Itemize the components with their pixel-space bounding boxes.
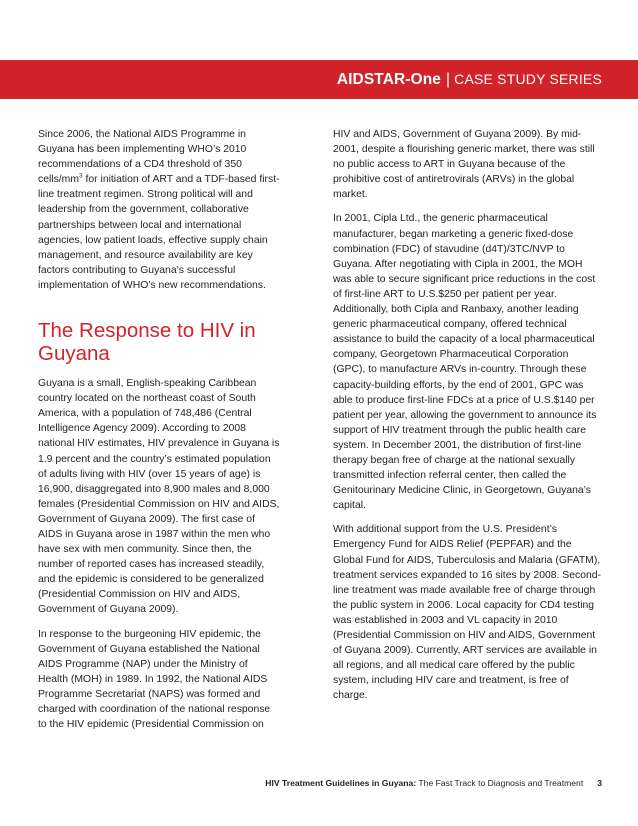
right-column (333, 127, 601, 703)
body-paragraph: In 2001, Cipla Ltd., the generic pharmaceutical manufacturer, began marketing a generic fixed-dose combination (FDC) of stavudine (d4T)/3TC/NVP to Guyana. After negotiating with Cipla in 2001, the MOH was able to secure significant price reductions in the cost of first-line ART to U.S.$250 per patient per year. Additionally, both Cipla and Ranbaxy, another leading generic pharmaceutical company, offered technical assistance to build the capacity of a local pharmaceutical company, Georgetown Pharmaceutical Corporation (GPC), to manufacture ARVs in-country. Through these capacity-building efforts, by the end of 2001, GPC was able to produce first-line FDCs at a price of U.S.$140 per patient per year, allowing the government to announce its support of HIV treatment through the public health care system. In December 2001, the distribution of first-line therapy began free of charge at the national sexually transmitted infection referral center, then called the Genitourinary Medicine Clinic, in Georgetown, Guyana’s capital. (333, 213, 597, 512)
body-paragraph: Guyana is a small, English-speaking Caribbean country located on the northeast coast of South America, with a population of 748,486 (Central Intelligence Agency 2009). According to 2008 national HIV estimates, HIV prevalence in Guyana is 1.9 percent and the country’s estimated population of adults living with HIV (over 15 years of age) is 16,900, disaggregated into 8,900 males and 8,000 females (Presidential Commission on HIV and AIDS, Government of Guyana 2009). The first case of AIDS in Guyana arose in 1987 within the men who have sex with men community. Since then, the number of reported cases has increased steadily, and the epidemic is considered to be generalized (Presidential Commission on HIV and AIDS, Government of Guyana 2009). (38, 378, 280, 616)
page-footer (265, 778, 602, 788)
footer-title: HIV Treatment Guidelines in Guyana: (265, 778, 417, 788)
superscript: 3 (78, 172, 83, 180)
body-paragraph: HIV and AIDS, Government of Guyana 2009). By mid-2001, despite a flourishing generic market, there was still no public access to ART in Guyana because of the prohibitive cost of antiretrovirals (ARVs) in the global market. (333, 129, 595, 201)
brand-name: AIDSTAR-One (336, 71, 441, 88)
section-heading: The Response to HIV in Guyana (38, 319, 256, 366)
series-banner (0, 60, 638, 99)
banner-text (337, 71, 602, 89)
banner-separator: | (446, 71, 451, 88)
intro-text-a: Since 2006, the National AIDS Programme in Guyana has been implementing WHO’s 2010 recommendations of a CD4 threshold of 350 cells/mm (38, 129, 247, 186)
left-column (38, 127, 280, 732)
page-number: 3 (597, 778, 602, 788)
body-paragraph: With additional support from the U.S. President’s Emergency Fund for AIDS Relief (PEPFAR) and the Global Fund for AIDS, Tuberculosis and Malaria (GFATM), treatment services expanded to 16 sites by 2008. Second-line treatment was made available free of charge through the public system in 2006. Local capacity for CD4 testing was established in 2003 and VL capacity in 2010 (Presidential Commission on HIV and AIDS, Government of Guyana 2009). Currently, ART services are available in all regions, and all medical care offered by the public system, including HIV care and treatment, is free of charge. (333, 524, 602, 702)
intro-text-b: for initiation of ART and a TDF-based first-line treatment regimen. Strong political will and leadership from the government, collaborative partnerships between local and international agencies, low patient loads, effective supply chain management, and resource availability are key factors contributing to Guyana’s successful implementation of WHO’s new recommendations. (38, 174, 280, 291)
intro-paragraph (38, 127, 280, 293)
body-paragraph: In response to the burgeoning HIV epidemic, the Government of Guyana established the National AIDS Programme (NAP) under the Ministry of Health (MOH) in 1989. In 1992, the National AIDS Programme Secretariat (NAPS) was formed and charged with coordination of the national response to the HIV epidemic (Presidential Commission on (38, 628, 271, 731)
series-label: CASE STUDY SERIES (454, 71, 602, 87)
footer-subtitle: The Fast Track to Diagnosis and Treatment (416, 778, 584, 788)
